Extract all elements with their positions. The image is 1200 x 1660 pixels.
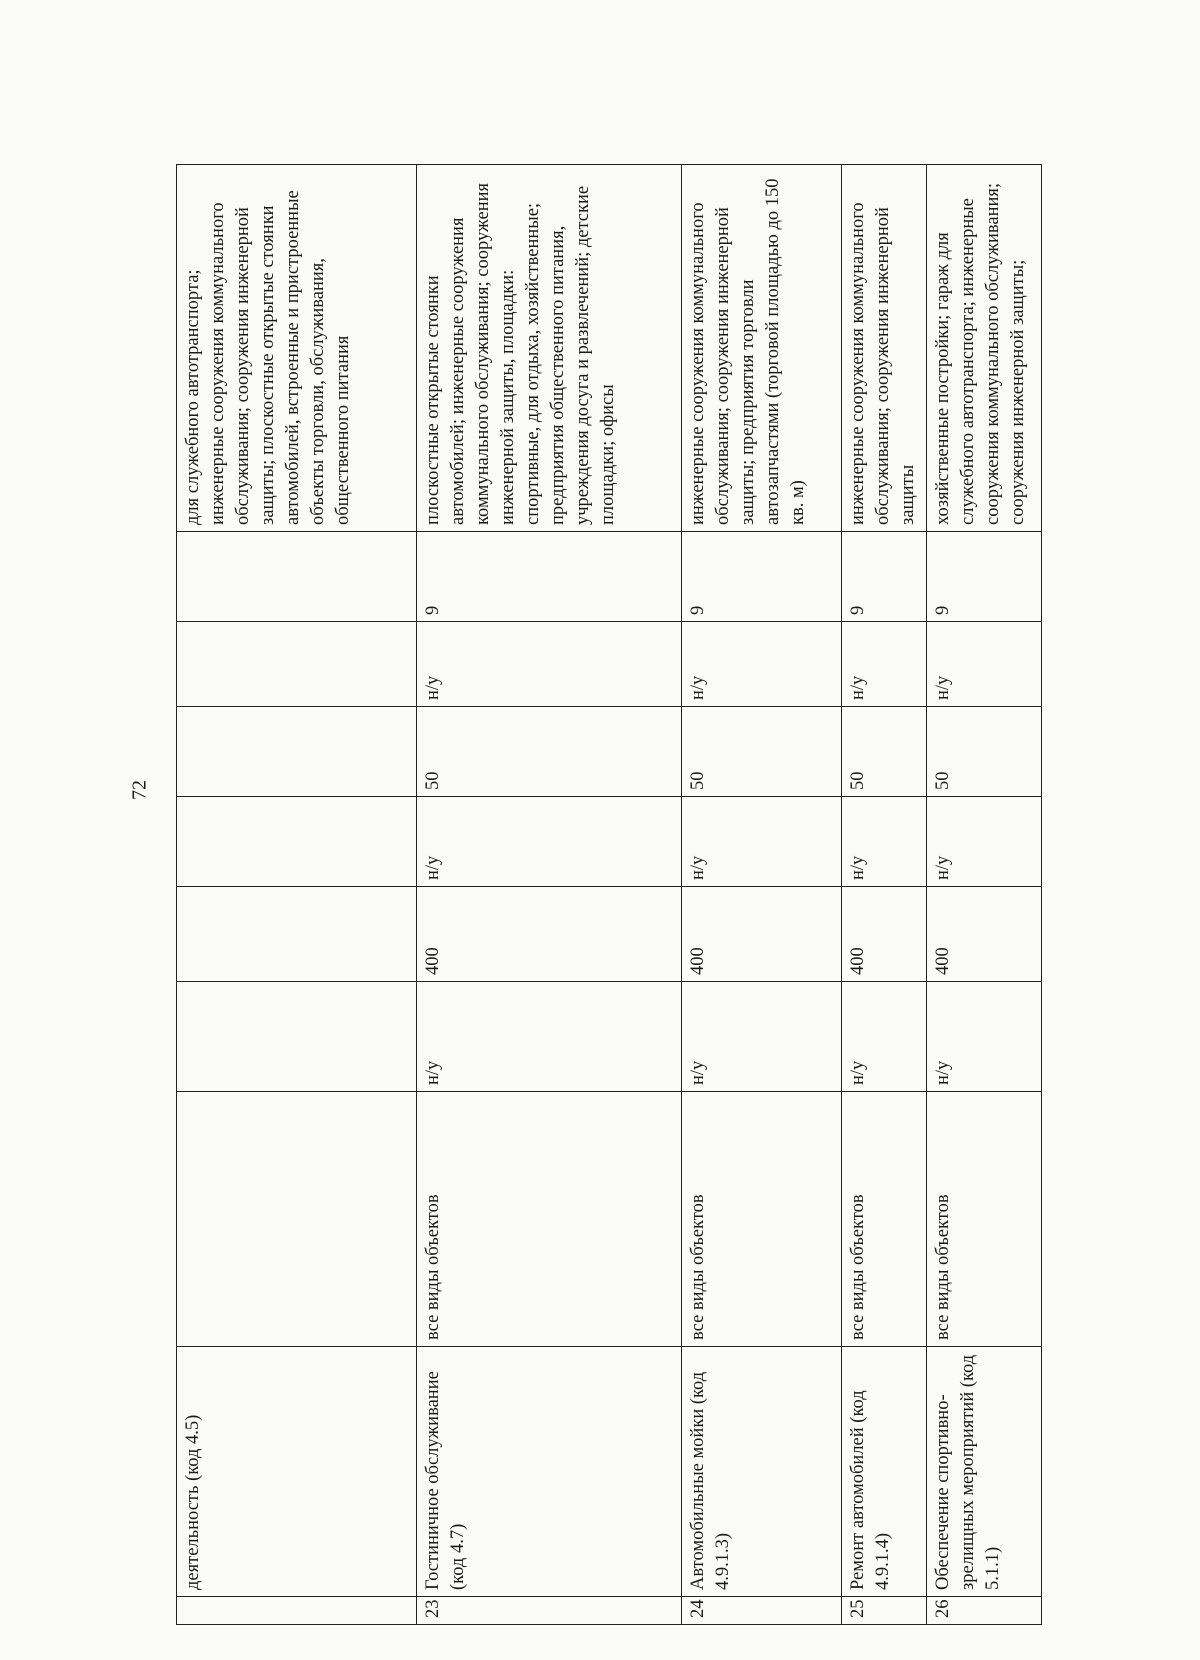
cell-param-5: н/у [842, 622, 927, 707]
cell-permitted: хозяйственные постройки; гараж для служебного автотранспорта; инженерные сооружения коммунального обслуживания; сооружения инженерной защиты; [927, 165, 1042, 532]
table-row [177, 165, 417, 1625]
cell-param-5 [177, 622, 417, 707]
cell-param-1: н/у [417, 982, 682, 1092]
cell-objects: все виды объектов [682, 1092, 842, 1347]
cell-param-4: 50 [842, 707, 927, 797]
cell-objects: все виды объектов [417, 1092, 682, 1347]
cell-param-4 [177, 707, 417, 797]
cell-name: Автомобильные мойки (код 4.9.1.3) [682, 1347, 842, 1597]
cell-param-2: 400 [682, 887, 842, 982]
table-row [927, 165, 1042, 1625]
cell-param-3: н/у [927, 797, 1042, 887]
cell-param-4: 50 [417, 707, 682, 797]
cell-param-3 [177, 797, 417, 887]
cell-permitted: инженерные сооружения коммунального обслуживания; сооружения инженерной защиты; предприятия торговли автозапчастями (торговой площадью до 150 кв. м) [682, 165, 842, 532]
cell-param-1: н/у [682, 982, 842, 1092]
cell-num: 25 [842, 1597, 927, 1625]
table-row [417, 165, 682, 1625]
cell-objects: все виды объектов [927, 1092, 1042, 1347]
cell-param-6: 9 [842, 532, 927, 622]
regulations-table [176, 164, 1042, 1625]
cell-param-1: н/у [842, 982, 927, 1092]
cell-name: деятельность (код 4.5) [177, 1347, 417, 1597]
cell-param-5: н/у [927, 622, 1042, 707]
page-number: 72 [128, 780, 151, 800]
cell-param-5: н/у [682, 622, 842, 707]
cell-num: 24 [682, 1597, 842, 1625]
cell-name: Гостиничное обслуживание (код 4.7) [417, 1347, 682, 1597]
cell-permitted: плоскостные открытые стоянки автомобилей; инженерные сооружения коммунального обслуживания; сооружения инженерной защиты, площадки: спортивные, для отдыха, хозяйственные; предприятия общественного питания, учреждения досуга и развлечений; детские площадки; офисы [417, 165, 682, 532]
cell-param-3: н/у [842, 797, 927, 887]
cell-objects [177, 1092, 417, 1347]
cell-name: Обеспечение спортивно-зрелищных мероприятий (код 5.1.1) [927, 1347, 1042, 1597]
cell-permitted: для служебного автотранспорта; инженерные сооружения коммунального обслуживания; сооружения инженерной защиты; плоскостные открытые стоянки автомобилей, встроенные и пристроенные объекты торговли, обслуживания, общественного питания [177, 165, 417, 532]
cell-num [177, 1597, 417, 1625]
cell-permitted: инженерные сооружения коммунального обслуживания; сооружения инженерной защиты [842, 165, 927, 532]
cell-param-1: н/у [927, 982, 1042, 1092]
cell-param-6 [177, 532, 417, 622]
cell-num: 23 [417, 1597, 682, 1625]
cell-param-3: н/у [417, 797, 682, 887]
cell-param-2: 400 [417, 887, 682, 982]
cell-param-2 [177, 887, 417, 982]
cell-name: Ремонт автомобилей (код 4.9.1.4) [842, 1347, 927, 1597]
cell-param-3: н/у [682, 797, 842, 887]
cell-param-4: 50 [927, 707, 1042, 797]
cell-param-2: 400 [842, 887, 927, 982]
table-row [682, 165, 842, 1625]
cell-num: 26 [927, 1597, 1042, 1625]
cell-param-2: 400 [927, 887, 1042, 982]
cell-param-4: 50 [682, 707, 842, 797]
cell-param-5: н/у [417, 622, 682, 707]
rotated-table-wrapper [176, 165, 1041, 1625]
cell-param-1 [177, 982, 417, 1092]
cell-param-6: 9 [682, 532, 842, 622]
cell-param-6: 9 [417, 532, 682, 622]
table-row [842, 165, 927, 1625]
cell-objects: все виды объектов [842, 1092, 927, 1347]
cell-param-6: 9 [927, 532, 1042, 622]
